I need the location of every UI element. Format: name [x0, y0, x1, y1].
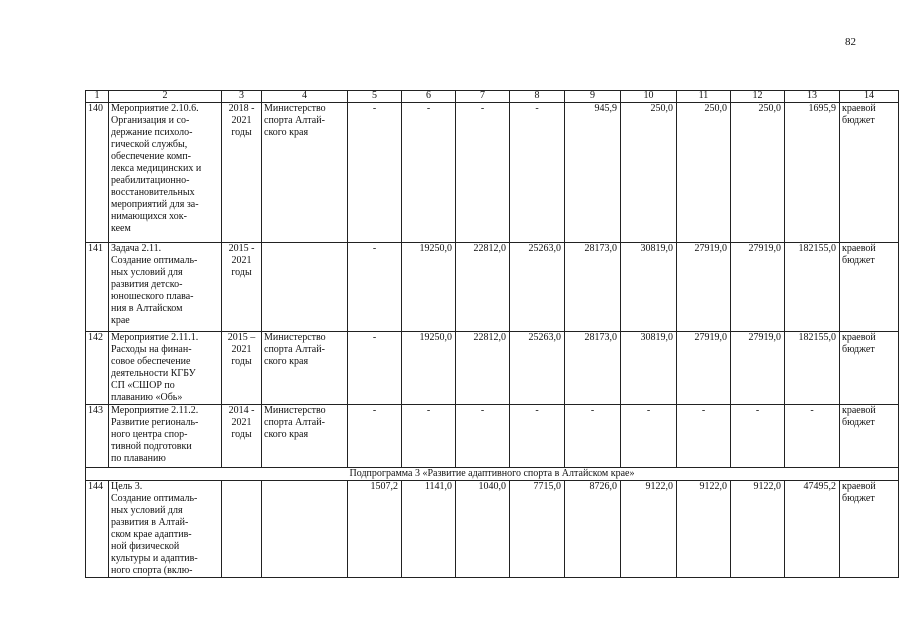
col-header: 12	[731, 91, 785, 103]
value-cell: 182155,0	[785, 243, 840, 332]
executor: Министерство спорта Алтай- ского края	[262, 332, 348, 405]
subprogram-title: Подпрограмма 3 «Развитие адаптивного спорта в Алтайском крае»	[86, 468, 899, 481]
value-cell: -	[677, 405, 731, 468]
value-cell: 27919,0	[731, 243, 785, 332]
col-header: 14	[840, 91, 899, 103]
value-cell: 8726,0	[565, 481, 621, 578]
col-header: 6	[402, 91, 456, 103]
col-header: 1	[86, 91, 109, 103]
activity-name: Мероприятие 2.11.1. Расходы на финан- совое обеспечение деятельности КГБУ СП «СШОР по плаванию «Обь»	[109, 332, 222, 405]
col-header: 9	[565, 91, 621, 103]
col-header: 5	[348, 91, 402, 103]
value-cell: 250,0	[731, 103, 785, 243]
value-cell: 1141,0	[402, 481, 456, 578]
column-number-row	[86, 91, 899, 103]
value-cell: -	[348, 332, 402, 405]
value-cell: 47495,2	[785, 481, 840, 578]
funding-source: краевой бюджет	[840, 103, 899, 243]
activity-name: Мероприятие 2.11.2. Развитие региональ- ного центра спор- тивной подготовки по плаванию	[109, 405, 222, 468]
table-row	[86, 332, 899, 405]
row-number: 144	[86, 481, 109, 578]
col-header: 13	[785, 91, 840, 103]
value-cell: -	[348, 405, 402, 468]
table-row	[86, 481, 899, 578]
budget-table	[85, 90, 899, 578]
value-cell: -	[510, 405, 565, 468]
col-header: 7	[456, 91, 510, 103]
table-row	[86, 103, 899, 243]
value-cell: 1507,2	[348, 481, 402, 578]
value-cell: -	[456, 405, 510, 468]
value-cell: 945,9	[565, 103, 621, 243]
value-cell: 27919,0	[731, 332, 785, 405]
value-cell: 30819,0	[621, 332, 677, 405]
value-cell: 1040,0	[456, 481, 510, 578]
col-header: 10	[621, 91, 677, 103]
executor: Министерство спорта Алтай- ского края	[262, 103, 348, 243]
value-cell: -	[731, 405, 785, 468]
executor	[262, 481, 348, 578]
value-cell: 1695,9	[785, 103, 840, 243]
value-cell: 28173,0	[565, 243, 621, 332]
years: 2018 - 2021 годы	[222, 103, 262, 243]
executor	[262, 243, 348, 332]
row-number: 142	[86, 332, 109, 405]
col-header: 4	[262, 91, 348, 103]
activity-name: Мероприятие 2.10.6. Организация и со- держание психоло- гической службы, обеспечение комп- лекса медицинских и реабилитационно- восстановительных мероприятий для за- нимающихся хок- кеем	[109, 103, 222, 243]
value-cell: 250,0	[621, 103, 677, 243]
value-cell: -	[510, 103, 565, 243]
value-cell: 9122,0	[621, 481, 677, 578]
funding-source: краевой бюджет	[840, 481, 899, 578]
subprogram-row	[86, 468, 899, 481]
years: 2015 - 2021 годы	[222, 243, 262, 332]
activity-name: Цель 3. Создание оптималь- ных условий для развития в Алтай- ском крае адаптив- ной физической культуры и адаптив- ного спорта (вклю-	[109, 481, 222, 578]
col-header: 8	[510, 91, 565, 103]
value-cell: 27919,0	[677, 243, 731, 332]
value-cell: 7715,0	[510, 481, 565, 578]
value-cell: -	[565, 405, 621, 468]
row-number: 143	[86, 405, 109, 468]
years: 2015 – 2021 годы	[222, 332, 262, 405]
value-cell: 182155,0	[785, 332, 840, 405]
row-number: 141	[86, 243, 109, 332]
value-cell: 25263,0	[510, 332, 565, 405]
value-cell: 9122,0	[677, 481, 731, 578]
value-cell: 27919,0	[677, 332, 731, 405]
years: 2014 - 2021 годы	[222, 405, 262, 468]
table-row	[86, 405, 899, 468]
funding-source: краевой бюджет	[840, 332, 899, 405]
value-cell: -	[348, 103, 402, 243]
value-cell: -	[785, 405, 840, 468]
value-cell: 22812,0	[456, 243, 510, 332]
value-cell: -	[402, 405, 456, 468]
value-cell: 19250,0	[402, 243, 456, 332]
value-cell: 9122,0	[731, 481, 785, 578]
value-cell: -	[621, 405, 677, 468]
activity-name: Задача 2.11. Создание оптималь- ных условий для развития детско- юношеского плава- ния в Алтайском крае	[109, 243, 222, 332]
value-cell: -	[348, 243, 402, 332]
value-cell: -	[456, 103, 510, 243]
funding-source: краевой бюджет	[840, 243, 899, 332]
col-header: 2	[109, 91, 222, 103]
funding-source: краевой бюджет	[840, 405, 899, 468]
value-cell: 250,0	[677, 103, 731, 243]
executor: Министерство спорта Алтай- ского края	[262, 405, 348, 468]
row-number: 140	[86, 103, 109, 243]
value-cell: 22812,0	[456, 332, 510, 405]
col-header: 11	[677, 91, 731, 103]
value-cell: -	[402, 103, 456, 243]
table-row	[86, 243, 899, 332]
page-number: 82	[845, 36, 856, 48]
years	[222, 481, 262, 578]
col-header: 3	[222, 91, 262, 103]
value-cell: 19250,0	[402, 332, 456, 405]
value-cell: 30819,0	[621, 243, 677, 332]
value-cell: 25263,0	[510, 243, 565, 332]
value-cell: 28173,0	[565, 332, 621, 405]
